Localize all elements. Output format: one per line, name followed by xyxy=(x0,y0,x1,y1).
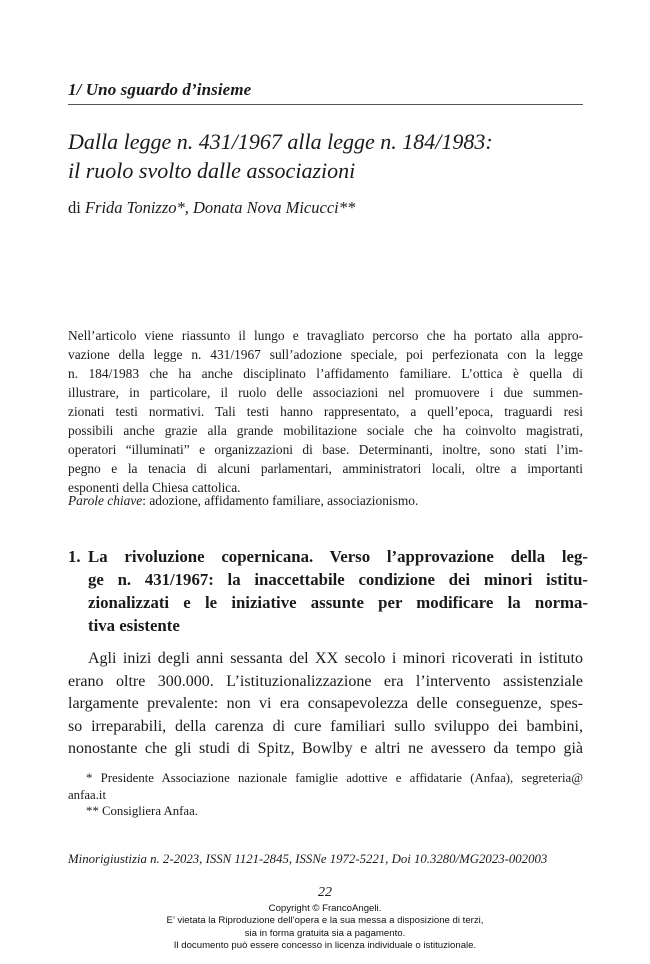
body-line: nonostante che gli studi di Spitz, Bowlby e altri ne avessero da tempo già xyxy=(68,740,583,757)
page-number: 22 xyxy=(318,885,332,900)
subsection-title-line: La rivoluzione copernicana. Verso l’approvazione della leg- xyxy=(88,547,588,566)
footnote-1: * Presidente Associazione nazionale famiglie adottive e affidatarie (Anfaa), segreteria@ xyxy=(86,771,583,785)
abstract-line: pegno e la tenacia di alcuni parlamentari, amministratori locali, oltre a importanti xyxy=(68,461,583,476)
subsection-title-line: ge n. 431/1967: la inaccettabile condizione dei minori istitu- xyxy=(88,570,588,589)
journal-citation: Minorigiustizia n. 2-2023, ISSN 1121-2845, ISSNe 1972-5221, Doi 10.3280/MG2023-002003 xyxy=(68,852,548,866)
abstract-line: zionati testi normativi. Tali testi hanno rappresentato, a quell’epoca, traguardi resi xyxy=(68,404,583,419)
abstract-line: esponenti della Chiesa cattolica. xyxy=(68,480,241,495)
article-title xyxy=(68,127,598,185)
subsection-number: 1. xyxy=(68,547,81,566)
abstract xyxy=(68,326,583,497)
section-divider xyxy=(68,104,583,105)
article-title-line: il ruolo svolto dalle associazioni xyxy=(68,158,356,183)
section-heading: 1/ Uno sguardo d’insieme xyxy=(68,80,252,99)
keywords-separator: : xyxy=(142,493,146,508)
authors-names: Frida Tonizzo*, Donata Nova Micucci** xyxy=(84,198,356,217)
footnote-1-continuation: anfaa.it xyxy=(68,787,107,802)
copyright-line: Il documento può essere concesso in licenza individuale o istituzionale. xyxy=(173,939,477,951)
abstract-line: vazione della legge n. 431/1967 sull’adozione speciale, poi perfezionata con la legge xyxy=(68,347,583,362)
subsection-title-line: tiva esistente xyxy=(88,616,180,635)
copyright-notice xyxy=(0,903,650,952)
abstract-line: Nell’articolo viene riassunto il lungo e travagliato percorso che ha portato alla appro- xyxy=(68,328,583,343)
abstract-line: possibili anche grazie alla grande mobilitazione sociale che ha coinvolto magistrati, xyxy=(68,423,583,438)
article-title-line: Dalla legge n. 431/1967 alla legge n. 184/1983: xyxy=(68,129,493,154)
subsection-title-line: zionalizzati e le iniziative assunte per modificare la norma- xyxy=(88,593,588,612)
copyright-line: sia in forma gratuita sia a pagamento. xyxy=(244,927,406,939)
footnote-2: ** Consigliera Anfaa. xyxy=(86,804,198,818)
copyright-line: E’ vietata la Riproduzione dell’opera e la sua messa a disposizione di terzi, xyxy=(166,915,484,927)
article-authors xyxy=(68,198,355,218)
body-line: largamente prevalente: non vi era consapevolezza delle conseguenze, spes- xyxy=(68,695,583,712)
body-line: erano oltre 300.000. L’istituzionalizzazione era l’intervento assistenziale xyxy=(68,672,583,690)
keywords-text: adozione, affidamento familiare, associazionismo. xyxy=(145,493,419,508)
keywords-label: Parole chiave xyxy=(68,493,143,508)
body-line: Agli inizi degli anni sessanta del XX secolo i minori ricoverati in istituto xyxy=(88,650,583,667)
subsection-heading xyxy=(68,545,588,637)
keywords xyxy=(68,493,418,509)
body-paragraph xyxy=(68,648,583,761)
authors-prefix: di xyxy=(68,198,81,217)
abstract-line: n. 184/1983 che ha anche disciplinato l’affidamento familiare. L’ottica è quella di xyxy=(68,366,583,381)
copyright-line: Copyright © FrancoAngeli. xyxy=(268,903,382,914)
footnotes xyxy=(68,770,583,820)
abstract-line: illustrare, in particolare, il ruolo delle associazioni nel promuovere i due summen- xyxy=(68,385,583,400)
abstract-line: operatori “illuminati” e organizzazioni di base. Determinanti, inoltre, sono stati l’im- xyxy=(68,442,583,457)
subsection-title xyxy=(88,545,588,637)
body-line: so irreparabili, della carenza di cure familiari sullo sviluppo dei bambini, xyxy=(68,717,583,735)
